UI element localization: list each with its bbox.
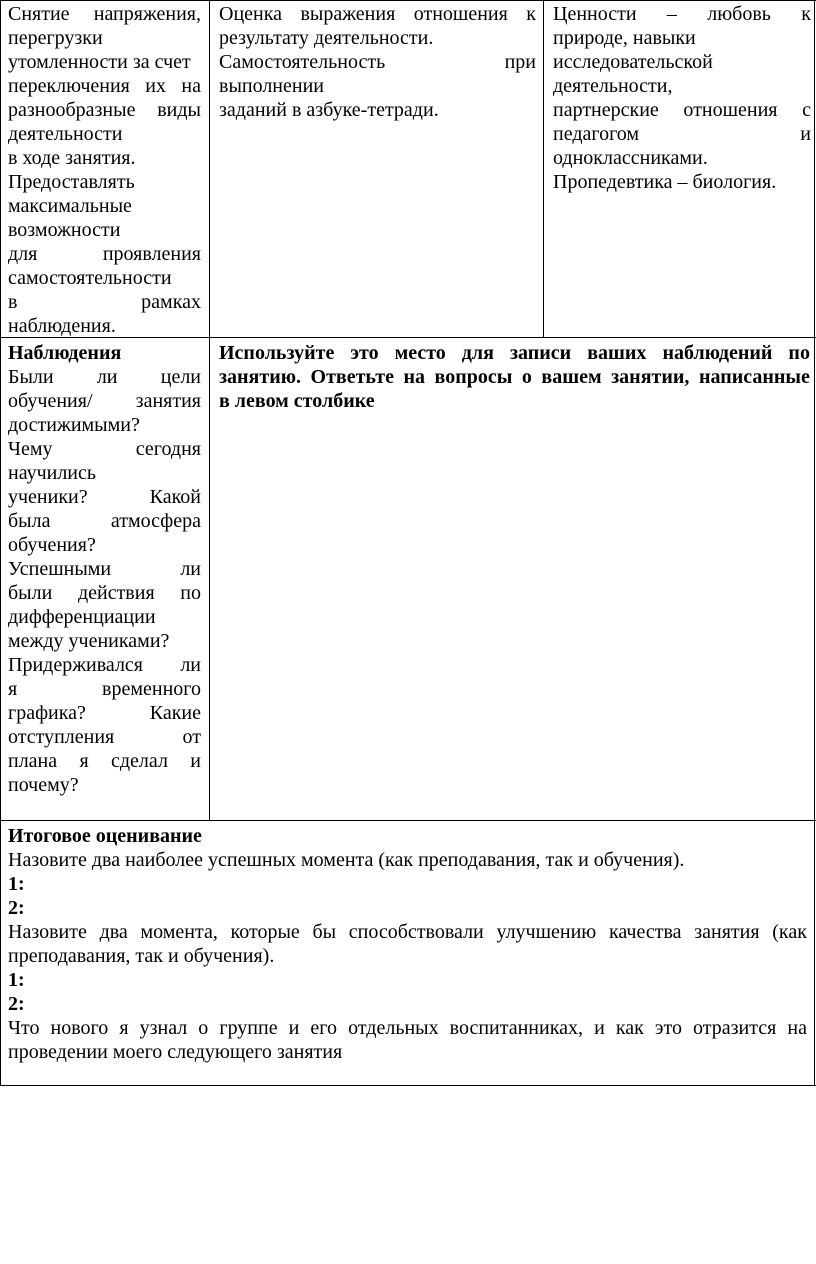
text-line: разнообразные виды [8,99,201,121]
question-line: почему? [8,774,79,796]
text-line: наблюдения. [8,315,116,337]
col-divider-2 [543,0,544,338]
question-line: обучения? [8,534,96,556]
text-line: выполнении [219,75,324,97]
improve-moments-prompt: Назовите два момента, которые бы способствовали улучшению качества занятия (как [8,921,807,943]
answer-label-2: 2: [8,897,25,919]
text-line: одноклассниками. [553,147,708,169]
text-line: деятельности [8,123,123,145]
question-line: графика? Какие [8,702,201,724]
row1-col1-cell [0,2,201,338]
text-line: Ценности – любовь к [553,3,811,25]
question-line: Успешными ли [8,558,201,580]
success-moments-prompt: Назовите два наиболее успешных момента (как преподавания, так и обучения). [8,849,685,871]
observations-questions [8,365,201,797]
table-border-right [814,0,815,1086]
question-line: Придерживался ли [8,654,201,676]
question-line: были действия по [8,582,201,604]
text-line: Пропедевтика – биология. [553,171,777,193]
question-line: Были ли цели [8,366,201,388]
table-border-top [0,0,816,1]
question-line: достижимыми? [8,414,140,436]
improve-moments-prompt-cont: преподавания, так и обучения). [8,945,275,967]
row2-col1-cell [0,341,201,797]
question-line: отступления от [8,726,201,748]
answer-label-1: 1: [8,969,25,991]
text-line: в рамках [8,291,201,313]
text-line: возможности [8,219,121,241]
instruction-line: в левом столбике [219,390,375,412]
question-line: между учениками? [8,630,170,652]
text-line: утомленности за счет [8,51,191,73]
text-line: в ходе занятия. [8,147,136,169]
text-line: Предоставлять [8,171,135,193]
text-line: партнерские отношения с [553,99,811,121]
text-line: заданий в азбуке-тетради. [219,99,439,121]
text-line: Снятие напряжения, [8,3,201,25]
answer-label-2: 2: [8,993,25,1015]
row1-col2-cell [211,2,536,122]
text-line: педагогом и [553,123,811,145]
question-line: плана я сделал и [8,750,201,772]
question-line: я временного [8,678,201,700]
answer-label-1: 1: [8,873,25,895]
instruction-line: занятию. Ответьте на вопросы о вашем занятии, написанные [219,366,810,388]
question-line: обучения/ занятия [8,390,201,412]
question-line: Чему сегодня [8,438,201,460]
text-line: для проявления [8,243,201,265]
row-divider-2 [0,820,816,821]
col-divider-1 [209,0,210,821]
text-line: исследовательской [553,51,713,73]
group-insight-prompt-cont: проведении моего следующего занятия [8,1041,343,1063]
row2-col2-cell [211,341,810,413]
table-border-bottom [0,1085,816,1086]
text-line: переключения их на [8,75,201,97]
observations-heading: Наблюдения [8,342,122,364]
text-line: Оценка выражения отношения к [219,3,536,25]
instruction-line: Используйте это место для записи ваших наблюдений по [219,342,810,364]
text-line: природе, навыки [553,27,696,49]
text-line: деятельности, [553,75,673,97]
text-line: результату деятельности. [219,27,434,49]
text-line: Самостоятельность при [219,51,536,73]
final-assessment-heading: Итоговое оценивание [8,825,202,847]
question-line: научились [8,462,97,484]
group-insight-prompt: Что нового я узнал о группе и его отдельных воспитанниках, и как это отразится на [8,1017,807,1039]
question-line: дифференциации [8,606,156,628]
row1-col3-cell [545,2,811,194]
question-line: ученики? Какой [8,486,201,508]
row3-cell [0,824,813,1064]
text-line: самостоятельности [8,267,172,289]
question-line: была атмосфера [8,510,201,532]
text-line: максимальные [8,195,132,217]
text-line: перегрузки [8,27,103,49]
